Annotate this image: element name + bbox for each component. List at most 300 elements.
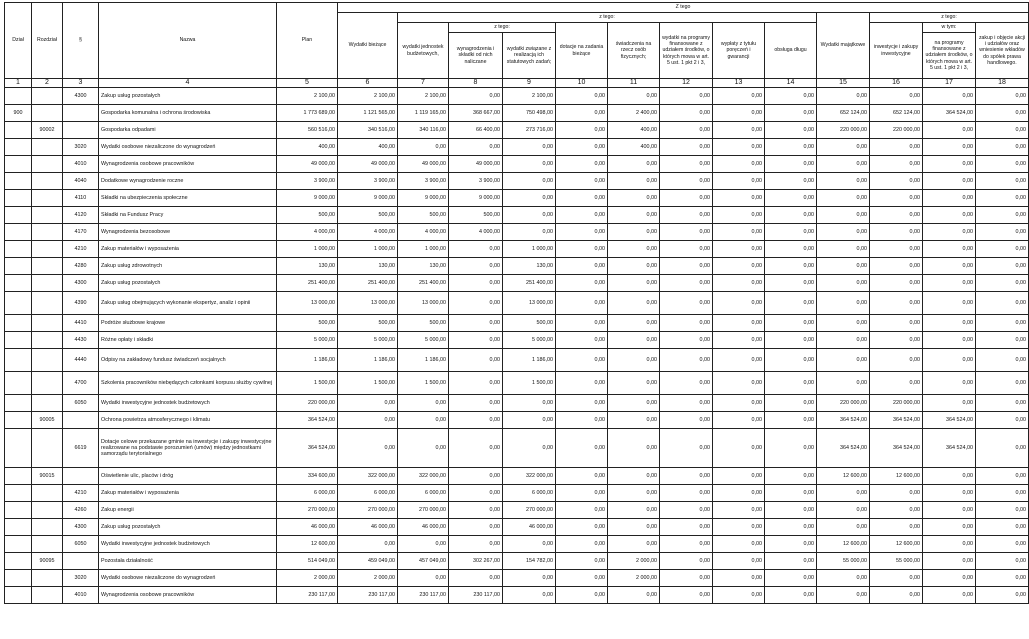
cell-value: 0,00: [556, 275, 608, 292]
cell-value: 0,00: [660, 395, 713, 412]
cell-value: 0,00: [660, 258, 713, 275]
cell-dzial: [5, 349, 32, 372]
cell-value: 0,00: [870, 372, 923, 395]
cell-value: 0,00: [765, 587, 817, 604]
cell-value: 302 267,00: [449, 553, 503, 570]
column-number: 7: [398, 79, 449, 88]
cell-rozdzial: 90005: [32, 412, 63, 429]
cell-value: 0,00: [713, 395, 765, 412]
cell-rozdzial: [32, 156, 63, 173]
cell-value: 0,00: [923, 207, 976, 224]
cell-value: 0,00: [556, 519, 608, 536]
cell-value: 130,00: [277, 258, 338, 275]
cell-value: 0,00: [923, 468, 976, 485]
table-row: [5, 332, 1029, 349]
cell-nazwa: Zakup energii: [99, 502, 277, 519]
budget-expenditure-table: [4, 2, 1029, 604]
cell-value: 1 000,00: [503, 241, 556, 258]
cell-value: 0,00: [660, 105, 713, 122]
cell-value: 0,00: [556, 395, 608, 412]
cell-dzial: [5, 372, 32, 395]
cell-value: 5 000,00: [338, 332, 398, 349]
header-wydatki-zwiazane: wydatki związane z realizacją ich statutowych zadań;: [503, 33, 556, 79]
cell-paragraf: 4040: [63, 173, 99, 190]
cell-value: 2 000,00: [277, 570, 338, 587]
cell-value: 0,00: [870, 156, 923, 173]
table-row: [5, 224, 1029, 241]
cell-value: 0,00: [765, 332, 817, 349]
table-row: [5, 315, 1029, 332]
cell-value: 1 186,00: [277, 349, 338, 372]
cell-value: 49 000,00: [398, 156, 449, 173]
cell-value: 0,00: [660, 553, 713, 570]
cell-value: 0,00: [870, 241, 923, 258]
cell-value: 0,00: [976, 468, 1029, 485]
table-row: [5, 122, 1029, 139]
cell-nazwa: Wydatki inwestycyjne jednostek budżetowych: [99, 536, 277, 553]
cell-value: 0,00: [870, 173, 923, 190]
cell-value: 0,00: [556, 105, 608, 122]
column-number: 6: [338, 79, 398, 88]
cell-value: 2 100,00: [398, 88, 449, 105]
cell-value: 0,00: [608, 173, 660, 190]
cell-value: 0,00: [713, 587, 765, 604]
cell-value: 13 000,00: [277, 292, 338, 315]
cell-value: 0,00: [556, 349, 608, 372]
cell-value: 0,00: [976, 88, 1029, 105]
cell-value: 0,00: [923, 224, 976, 241]
cell-value: 6 000,00: [398, 485, 449, 502]
cell-value: 0,00: [870, 349, 923, 372]
cell-value: 5 000,00: [277, 332, 338, 349]
cell-value: 1 119 165,00: [398, 105, 449, 122]
cell-dzial: 900: [5, 105, 32, 122]
cell-value: 322 000,00: [338, 468, 398, 485]
cell-value: 364 524,00: [277, 412, 338, 429]
cell-value: 334 600,00: [277, 468, 338, 485]
cell-value: 0,00: [976, 536, 1029, 553]
cell-value: 2 400,00: [608, 105, 660, 122]
cell-value: 0,00: [713, 315, 765, 332]
cell-rozdzial: [32, 429, 63, 468]
cell-value: 0,00: [449, 315, 503, 332]
header-swiadczenia: świadczenia na rzecz osób fizycznych;: [608, 23, 660, 79]
cell-value: 9 000,00: [338, 190, 398, 207]
cell-value: 0,00: [976, 315, 1029, 332]
cell-value: 0,00: [608, 372, 660, 395]
cell-value: 0,00: [765, 502, 817, 519]
cell-value: 1 500,00: [277, 372, 338, 395]
cell-value: 0,00: [713, 156, 765, 173]
cell-value: 0,00: [817, 190, 870, 207]
cell-rozdzial: [32, 536, 63, 553]
cell-value: 0,00: [923, 122, 976, 139]
table-row: [5, 139, 1029, 156]
cell-value: 0,00: [976, 105, 1029, 122]
cell-value: 0,00: [449, 258, 503, 275]
cell-value: 0,00: [660, 519, 713, 536]
cell-dzial: [5, 258, 32, 275]
cell-dzial: [5, 224, 32, 241]
cell-value: 220 000,00: [817, 122, 870, 139]
cell-value: 340 516,00: [338, 122, 398, 139]
cell-paragraf: 4410: [63, 315, 99, 332]
cell-value: 0,00: [976, 173, 1029, 190]
cell-value: 500,00: [398, 315, 449, 332]
table-row: [5, 519, 1029, 536]
cell-value: 0,00: [765, 275, 817, 292]
cell-value: 3 900,00: [338, 173, 398, 190]
cell-dzial: [5, 241, 32, 258]
cell-value: 0,00: [765, 468, 817, 485]
cell-value: 0,00: [660, 292, 713, 315]
cell-value: 0,00: [398, 395, 449, 412]
cell-paragraf: 4010: [63, 156, 99, 173]
header-zakup-akcji: zakup i objęcie akcji i udziałów oraz wniesienie wkładów do spółek prawa handlowego.: [976, 23, 1029, 79]
cell-rozdzial: [32, 88, 63, 105]
cell-rozdzial: [32, 587, 63, 604]
cell-value: 500,00: [503, 315, 556, 332]
cell-value: 0,00: [449, 241, 503, 258]
header-wyplaty: wypłaty z tytułu poręczeń i gwarancji: [713, 23, 765, 79]
cell-dzial: [5, 395, 32, 412]
cell-value: 0,00: [976, 122, 1029, 139]
cell-value: 49 000,00: [338, 156, 398, 173]
cell-paragraf: 4300: [63, 275, 99, 292]
cell-value: 0,00: [556, 412, 608, 429]
cell-value: 364 524,00: [870, 412, 923, 429]
cell-paragraf: [63, 105, 99, 122]
cell-value: 400,00: [608, 122, 660, 139]
cell-value: 0,00: [660, 190, 713, 207]
cell-paragraf: 4210: [63, 241, 99, 258]
cell-nazwa: Zakup usług zdrowotnych: [99, 258, 277, 275]
header-na-programy: na programy finansowane z udziałem środków, o których mowa w art. 5 ust. 1 pkt 2 i 3,: [923, 33, 976, 79]
cell-value: 3 900,00: [398, 173, 449, 190]
cell-value: 0,00: [765, 258, 817, 275]
cell-value: 0,00: [870, 258, 923, 275]
cell-value: 1 500,00: [338, 372, 398, 395]
cell-value: 251 400,00: [398, 275, 449, 292]
cell-value: 130,00: [503, 258, 556, 275]
cell-value: 0,00: [398, 536, 449, 553]
cell-value: 0,00: [976, 292, 1029, 315]
cell-value: 0,00: [923, 275, 976, 292]
cell-value: 0,00: [713, 570, 765, 587]
cell-value: 0,00: [398, 139, 449, 156]
cell-value: 0,00: [765, 372, 817, 395]
cell-value: 46 000,00: [338, 519, 398, 536]
cell-value: 0,00: [660, 502, 713, 519]
cell-value: 0,00: [817, 173, 870, 190]
cell-paragraf: 4300: [63, 88, 99, 105]
cell-dzial: [5, 292, 32, 315]
cell-value: 0,00: [398, 412, 449, 429]
cell-value: 400,00: [608, 139, 660, 156]
column-number: 13: [713, 79, 765, 88]
cell-value: 3 900,00: [277, 173, 338, 190]
cell-dzial: [5, 315, 32, 332]
cell-rozdzial: [32, 190, 63, 207]
cell-value: 230 117,00: [338, 587, 398, 604]
cell-paragraf: 4430: [63, 332, 99, 349]
table-row: [5, 502, 1029, 519]
table-row: [5, 553, 1029, 570]
cell-value: 0,00: [449, 519, 503, 536]
cell-value: 0,00: [556, 485, 608, 502]
header-w-tym: w tym:: [923, 23, 976, 33]
cell-rozdzial: [32, 173, 63, 190]
cell-value: 0,00: [923, 553, 976, 570]
cell-value: 0,00: [817, 207, 870, 224]
cell-nazwa: Podróże służbowe krajowe: [99, 315, 277, 332]
cell-value: 0,00: [608, 190, 660, 207]
cell-nazwa: Wydatki osobowe niezaliczone do wynagrodzeń: [99, 139, 277, 156]
column-number: 5: [277, 79, 338, 88]
header-z-tego-biezace: z tego:: [398, 13, 817, 23]
cell-nazwa: Różne opłaty i składki: [99, 332, 277, 349]
cell-value: 0,00: [713, 122, 765, 139]
column-number: 1: [5, 79, 32, 88]
cell-value: 0,00: [556, 173, 608, 190]
table-row: [5, 275, 1029, 292]
cell-value: 0,00: [765, 241, 817, 258]
cell-value: 459 049,00: [338, 553, 398, 570]
cell-value: 1 500,00: [503, 372, 556, 395]
cell-value: 154 782,00: [503, 553, 556, 570]
cell-value: 0,00: [870, 570, 923, 587]
cell-value: 0,00: [503, 156, 556, 173]
cell-value: 0,00: [556, 156, 608, 173]
cell-value: 0,00: [870, 502, 923, 519]
cell-value: 0,00: [713, 536, 765, 553]
cell-value: 6 000,00: [277, 485, 338, 502]
header-obsluga-dlugu: obsługa długu: [765, 23, 817, 79]
cell-value: 0,00: [660, 224, 713, 241]
cell-rozdzial: 90015: [32, 468, 63, 485]
cell-value: 0,00: [556, 429, 608, 468]
cell-value: 220 000,00: [817, 395, 870, 412]
cell-value: 6 000,00: [338, 485, 398, 502]
cell-value: 0,00: [608, 275, 660, 292]
cell-value: 0,00: [765, 570, 817, 587]
cell-paragraf: 4110: [63, 190, 99, 207]
cell-value: 0,00: [765, 190, 817, 207]
cell-nazwa: Odpisy na zakładowy fundusz świadczeń socjalnych: [99, 349, 277, 372]
cell-value: 0,00: [976, 519, 1029, 536]
cell-value: 364 524,00: [870, 429, 923, 468]
cell-paragraf: 6050: [63, 536, 99, 553]
cell-value: 0,00: [765, 485, 817, 502]
table-row: [5, 468, 1029, 485]
cell-rozdzial: [32, 395, 63, 412]
cell-value: 0,00: [660, 207, 713, 224]
cell-dzial: [5, 122, 32, 139]
header-dzial: Dział: [5, 3, 32, 79]
cell-value: 1 121 565,00: [338, 105, 398, 122]
cell-value: 0,00: [556, 468, 608, 485]
cell-value: 0,00: [713, 349, 765, 372]
cell-paragraf: [63, 468, 99, 485]
cell-value: 0,00: [713, 519, 765, 536]
cell-nazwa: Zakup usług obejmujących wykonanie ekspertyz, analiz i opinii: [99, 292, 277, 315]
cell-value: 66 400,00: [449, 122, 503, 139]
cell-value: 0,00: [976, 349, 1029, 372]
cell-value: 0,00: [338, 429, 398, 468]
cell-value: 0,00: [765, 224, 817, 241]
cell-nazwa: Wynagrodzenia bezosobowe: [99, 224, 277, 241]
cell-value: 514 049,00: [277, 553, 338, 570]
cell-value: 0,00: [765, 88, 817, 105]
cell-value: 0,00: [713, 241, 765, 258]
header-inwestycje: inwestycje i zakupy inwestycyjne: [870, 23, 923, 79]
cell-value: 0,00: [660, 275, 713, 292]
cell-value: 0,00: [608, 258, 660, 275]
cell-value: 0,00: [870, 485, 923, 502]
cell-nazwa: Gospodarka odpadami: [99, 122, 277, 139]
cell-value: 0,00: [556, 570, 608, 587]
cell-paragraf: 4700: [63, 372, 99, 395]
cell-value: 0,00: [713, 485, 765, 502]
cell-dzial: [5, 587, 32, 604]
cell-rozdzial: 90002: [32, 122, 63, 139]
cell-value: 0,00: [503, 412, 556, 429]
cell-value: 0,00: [449, 395, 503, 412]
cell-dzial: [5, 485, 32, 502]
cell-dzial: [5, 468, 32, 485]
cell-rozdzial: [32, 332, 63, 349]
table-row: [5, 536, 1029, 553]
cell-value: 500,00: [398, 207, 449, 224]
cell-value: 0,00: [870, 190, 923, 207]
cell-value: 3 900,00: [449, 173, 503, 190]
cell-value: 0,00: [923, 519, 976, 536]
column-number: 18: [976, 79, 1029, 88]
cell-value: 0,00: [556, 122, 608, 139]
cell-value: 0,00: [976, 190, 1029, 207]
cell-value: 364 524,00: [277, 429, 338, 468]
cell-value: 0,00: [817, 502, 870, 519]
cell-paragraf: 4210: [63, 485, 99, 502]
cell-value: 560 516,00: [277, 122, 338, 139]
header-wydatki-majatkowe: Wydatki majątkowe: [817, 13, 870, 79]
cell-value: 0,00: [660, 241, 713, 258]
cell-value: 0,00: [976, 275, 1029, 292]
cell-rozdzial: [32, 241, 63, 258]
cell-value: 0,00: [608, 412, 660, 429]
cell-value: 4 000,00: [398, 224, 449, 241]
cell-value: 0,00: [817, 258, 870, 275]
cell-value: 0,00: [713, 224, 765, 241]
cell-value: 0,00: [660, 349, 713, 372]
cell-nazwa: Składki na ubezpieczenia społeczne: [99, 190, 277, 207]
cell-value: 0,00: [660, 412, 713, 429]
table-row: [5, 429, 1029, 468]
cell-dzial: [5, 570, 32, 587]
cell-value: 0,00: [608, 429, 660, 468]
cell-value: 0,00: [398, 429, 449, 468]
cell-value: 0,00: [449, 412, 503, 429]
cell-value: 0,00: [923, 502, 976, 519]
column-number: 11: [608, 79, 660, 88]
cell-value: 500,00: [449, 207, 503, 224]
cell-value: 0,00: [817, 88, 870, 105]
cell-value: 0,00: [765, 553, 817, 570]
cell-value: 0,00: [660, 156, 713, 173]
cell-value: 0,00: [976, 241, 1029, 258]
cell-value: 251 400,00: [277, 275, 338, 292]
cell-value: 0,00: [449, 88, 503, 105]
cell-value: 0,00: [870, 519, 923, 536]
header-dotacje: dotacje na zadania bieżące: [556, 23, 608, 79]
cell-paragraf: 4260: [63, 502, 99, 519]
cell-value: 0,00: [817, 349, 870, 372]
cell-nazwa: Dodatkowe wynagrodzenie roczne: [99, 173, 277, 190]
cell-value: 12 600,00: [870, 468, 923, 485]
header-rozdzial: Rozdział: [32, 3, 63, 79]
table-row: [5, 207, 1029, 224]
cell-value: 364 524,00: [923, 105, 976, 122]
cell-value: 0,00: [870, 88, 923, 105]
cell-value: 55 000,00: [870, 553, 923, 570]
cell-value: 0,00: [713, 429, 765, 468]
cell-value: 364 524,00: [923, 412, 976, 429]
cell-dzial: [5, 139, 32, 156]
cell-value: 0,00: [608, 224, 660, 241]
cell-value: 4 000,00: [338, 224, 398, 241]
cell-nazwa: Zakup materiałów i wyposażenia: [99, 241, 277, 258]
cell-nazwa: Zakup materiałów i wyposażenia: [99, 485, 277, 502]
cell-value: 0,00: [976, 587, 1029, 604]
cell-value: 5 000,00: [503, 332, 556, 349]
cell-nazwa: Zakup usług pozostałych: [99, 275, 277, 292]
cell-value: 0,00: [713, 105, 765, 122]
cell-value: 0,00: [449, 139, 503, 156]
cell-value: 364 524,00: [817, 412, 870, 429]
cell-paragraf: [63, 553, 99, 570]
cell-value: 0,00: [923, 485, 976, 502]
cell-value: 322 000,00: [503, 468, 556, 485]
cell-rozdzial: [32, 570, 63, 587]
cell-value: 0,00: [713, 207, 765, 224]
cell-value: 500,00: [338, 207, 398, 224]
cell-value: 0,00: [449, 372, 503, 395]
cell-value: 0,00: [713, 372, 765, 395]
cell-value: 2 000,00: [608, 570, 660, 587]
cell-value: 0,00: [817, 570, 870, 587]
cell-paragraf: 6050: [63, 395, 99, 412]
cell-value: 0,00: [660, 173, 713, 190]
cell-paragraf: [63, 122, 99, 139]
cell-value: 0,00: [923, 173, 976, 190]
table-row: [5, 395, 1029, 412]
cell-value: 0,00: [556, 224, 608, 241]
cell-dzial: [5, 536, 32, 553]
cell-value: 0,00: [713, 190, 765, 207]
cell-value: 13 000,00: [338, 292, 398, 315]
cell-value: 0,00: [923, 587, 976, 604]
cell-value: 0,00: [556, 536, 608, 553]
cell-value: 0,00: [556, 258, 608, 275]
cell-value: 251 400,00: [338, 275, 398, 292]
cell-rozdzial: [32, 502, 63, 519]
cell-rozdzial: [32, 224, 63, 241]
cell-paragraf: 4440: [63, 349, 99, 372]
cell-value: 220 000,00: [870, 122, 923, 139]
cell-value: 1 186,00: [338, 349, 398, 372]
cell-dzial: [5, 88, 32, 105]
cell-value: 0,00: [817, 139, 870, 156]
